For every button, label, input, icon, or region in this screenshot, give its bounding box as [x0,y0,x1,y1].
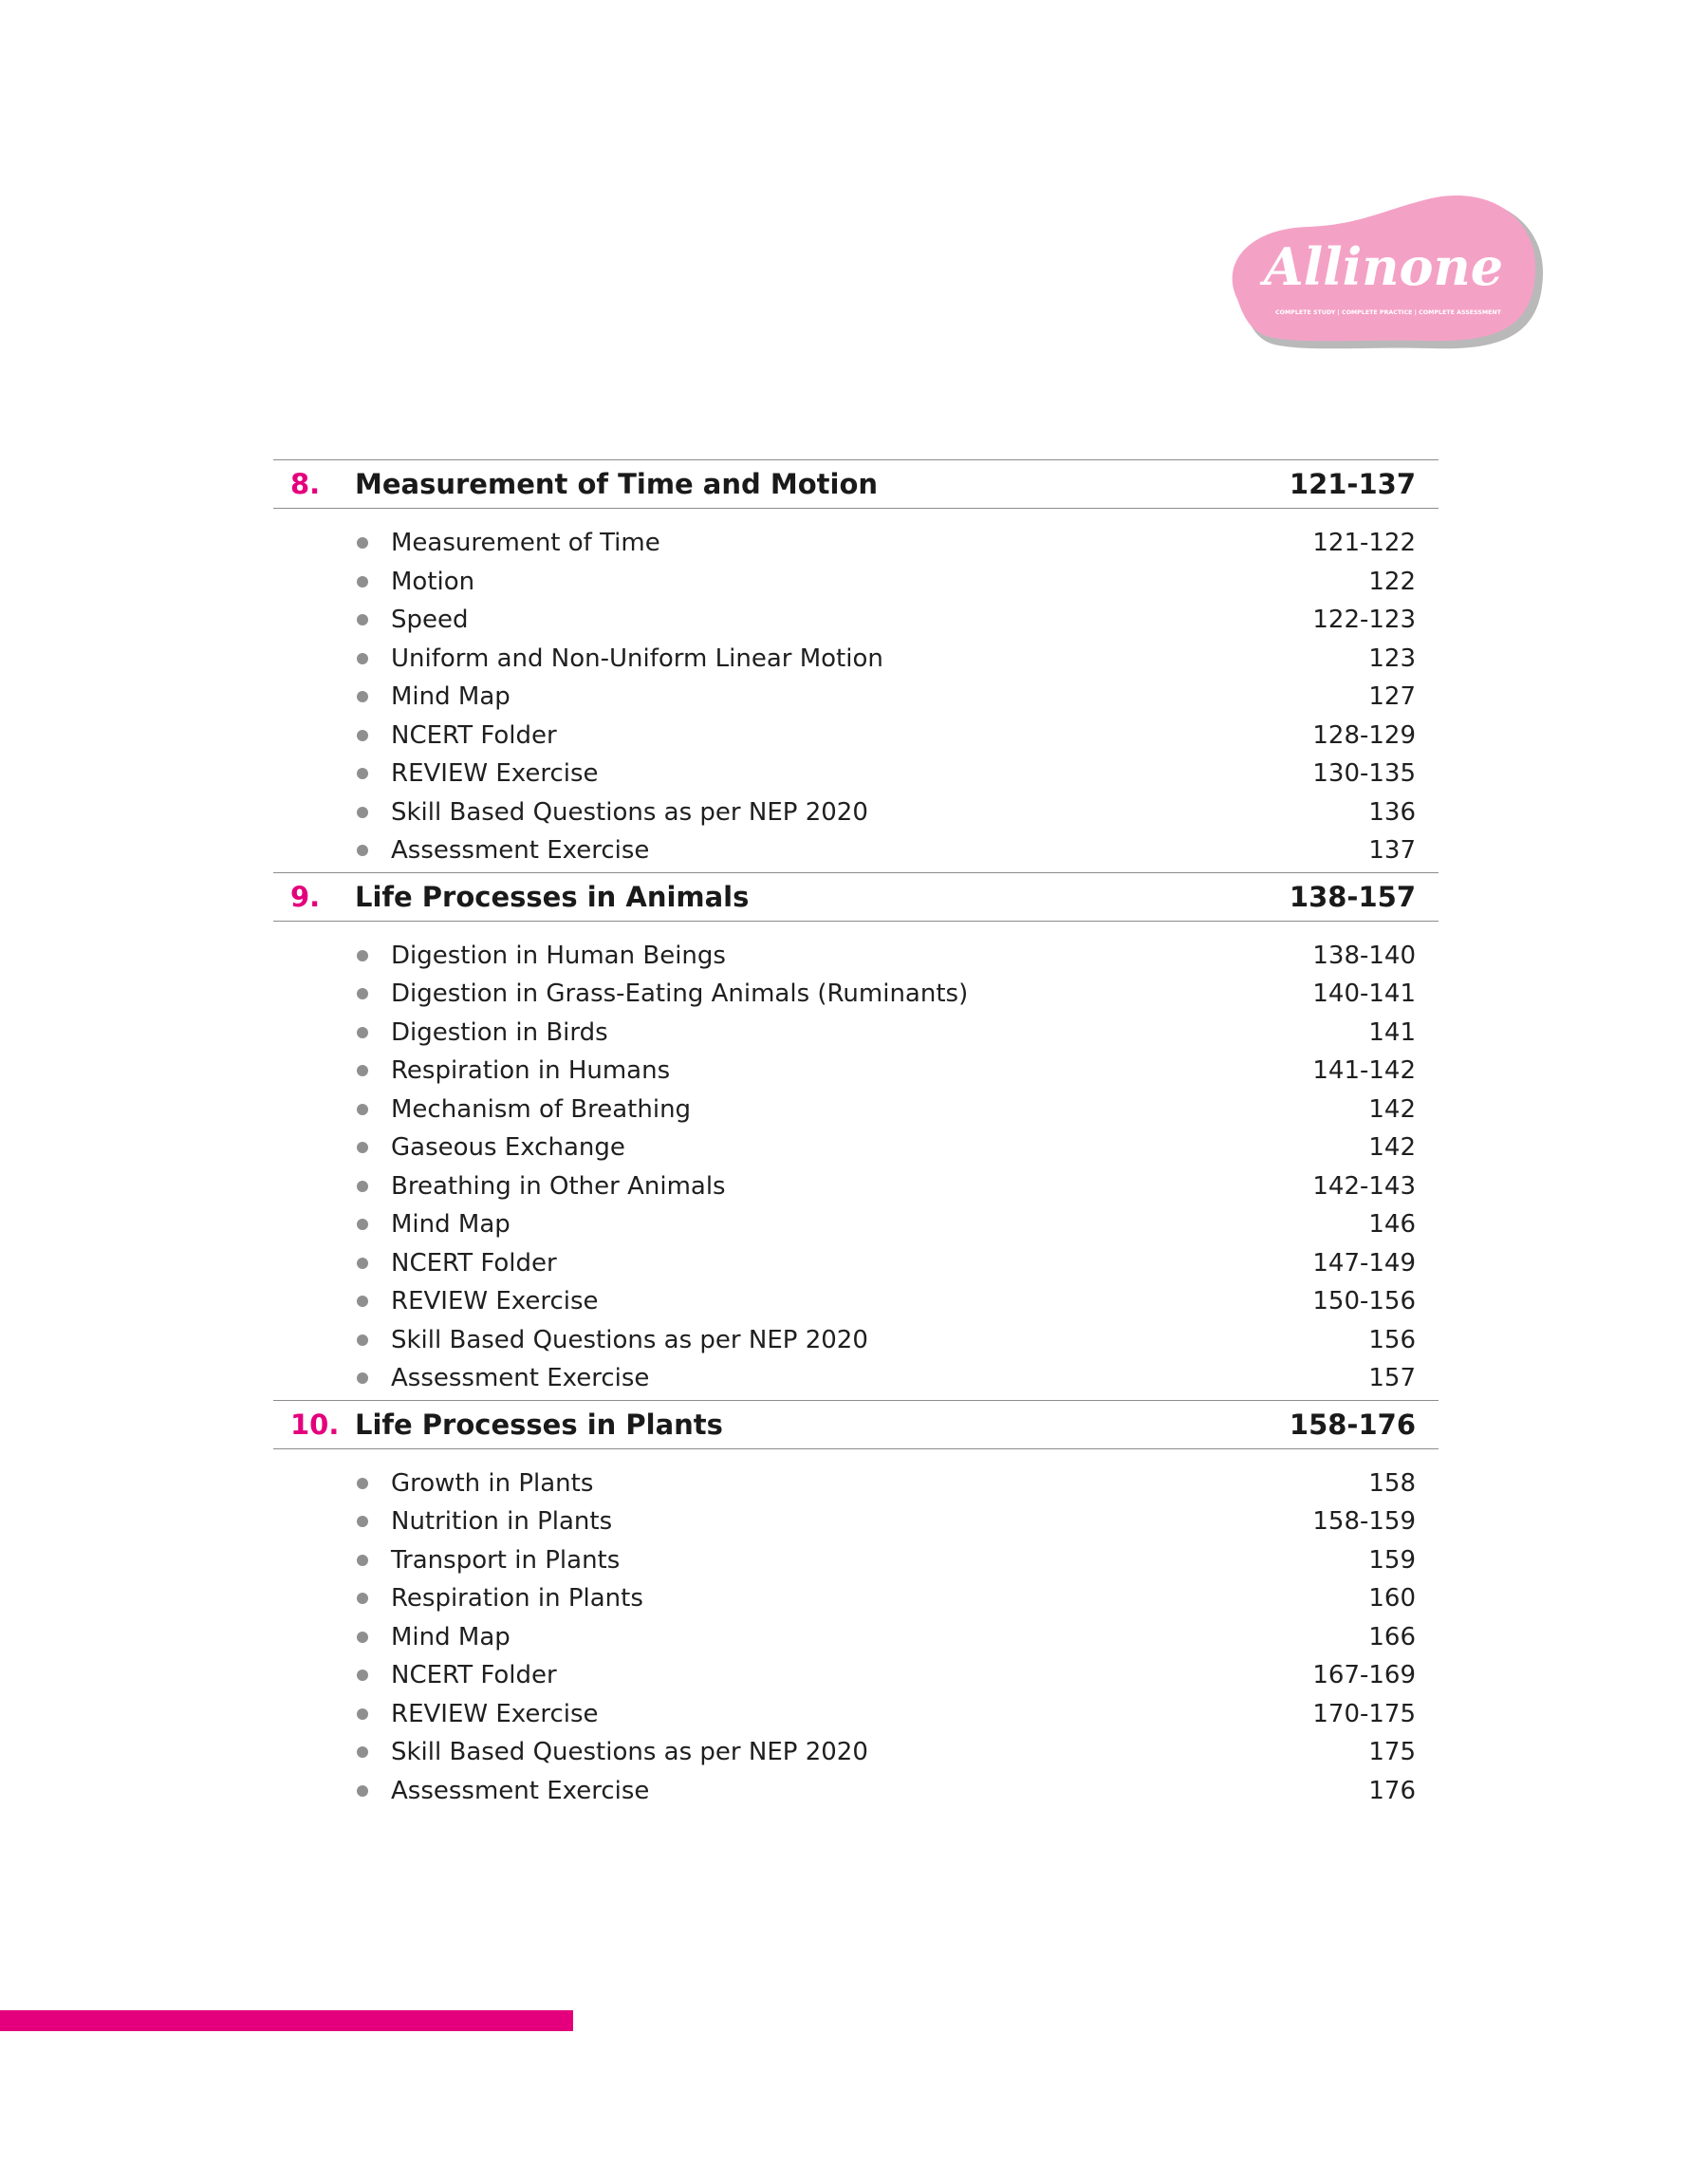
bullet-icon [357,1632,368,1643]
bullet-icon [357,1785,368,1797]
topic-pages: 121-122 [1312,529,1416,558]
topic-pages: 136 [1368,797,1416,827]
topic-pages: 140-141 [1312,980,1416,1009]
topic-row[interactable] [273,524,1439,563]
topic-label: Nutrition in Plants [391,1507,613,1537]
topic-pages: 175 [1368,1738,1416,1767]
chapter-title: Measurement of Time and Motion [355,468,879,500]
bullet-icon [357,1258,368,1269]
topic-label: Transport in Plants [391,1545,621,1575]
topic-label: Measurement of Time [391,529,660,558]
bullet-icon [357,1181,368,1192]
topic-label: Speed [391,606,469,635]
bullet-icon [357,1334,368,1346]
topic-pages: 146 [1368,1210,1416,1240]
bullet-icon [357,1555,368,1566]
logo-badge [1222,195,1550,356]
chapter-section [273,459,1439,872]
chapter-section [273,872,1439,1400]
topic-label: Assessment Exercise [391,1776,650,1805]
topic-pages: 159 [1368,1545,1416,1575]
topic-pages: 166 [1368,1622,1416,1651]
bullet-icon [357,768,368,779]
chapter-section [273,1400,1439,1813]
chapter-heading[interactable] [273,459,1439,509]
chapter-heading[interactable] [273,1400,1439,1449]
topic-pages: 170-175 [1312,1699,1416,1728]
chapter-pages: 138-157 [1289,880,1416,913]
chapter-pages: 158-176 [1289,1408,1416,1441]
topic-pages: 141-142 [1312,1056,1416,1086]
topic-row[interactable] [273,1282,1439,1321]
topic-label: REVIEW Exercise [391,759,599,789]
bullet-icon [357,1027,368,1038]
bullet-icon [357,1516,368,1527]
chapter-heading[interactable] [273,872,1439,922]
bullet-icon [357,691,368,702]
bullet-icon [357,1104,368,1115]
topic-pages: 157 [1368,1364,1416,1393]
topic-pages: 147-149 [1312,1248,1416,1278]
topic-pages: 138-140 [1312,941,1416,970]
topic-pages: 141 [1368,1017,1416,1047]
topic-row[interactable] [273,975,1439,1014]
topic-row[interactable] [273,1465,1439,1503]
topic-label: Assessment Exercise [391,1364,650,1393]
topic-row[interactable] [273,1733,1439,1772]
topic-row[interactable] [273,1091,1439,1129]
chapter-topic-list [273,1449,1439,1813]
chapter-topic-list [273,922,1439,1400]
topic-row[interactable] [273,755,1439,793]
topic-pages: 156 [1368,1325,1416,1354]
topic-pages: 176 [1368,1776,1416,1805]
chapter-topic-list [273,509,1439,872]
bullet-icon [357,537,368,549]
topic-pages: 142 [1368,1133,1416,1163]
topic-row[interactable] [273,1618,1439,1657]
topic-row[interactable] [273,678,1439,717]
chapter-number: 8. [290,468,321,500]
topic-pages: 167-169 [1312,1661,1416,1690]
topic-pages: 160 [1368,1584,1416,1614]
topic-pages: 142 [1368,1094,1416,1124]
topic-label: Mind Map [391,1210,511,1240]
topic-label: Respiration in Humans [391,1056,671,1086]
topic-label: REVIEW Exercise [391,1699,599,1728]
allinone-logo [1222,195,1550,356]
chapter-title: Life Processes in Plants [355,1408,723,1441]
bullet-icon [357,988,368,999]
topic-row[interactable] [273,1579,1439,1618]
topic-row[interactable] [273,1052,1439,1091]
topic-label: Gaseous Exchange [391,1133,625,1163]
topic-label: Assessment Exercise [391,836,650,866]
topic-pages: 128-129 [1312,720,1416,750]
topic-row[interactable] [273,1205,1439,1244]
bullet-icon [357,1372,368,1384]
topic-label: REVIEW Exercise [391,1287,599,1316]
topic-pages: 158 [1368,1468,1416,1498]
topic-label: Uniform and Non-Uniform Linear Motion [391,644,883,673]
topic-pages: 122-123 [1312,606,1416,635]
bullet-icon [357,614,368,625]
bullet-icon [357,1670,368,1681]
topic-label: Mind Map [391,682,511,712]
topic-label: Skill Based Questions as per NEP 2020 [391,797,868,827]
topic-row[interactable] [273,1167,1439,1206]
bullet-icon [357,1708,368,1720]
bullet-icon [357,950,368,961]
topic-pages: 137 [1368,836,1416,866]
bullet-icon [357,1142,368,1153]
topic-row[interactable] [273,640,1439,679]
topic-label: Mechanism of Breathing [391,1094,692,1124]
topic-label: Mind Map [391,1622,511,1651]
topic-row[interactable] [273,1695,1439,1734]
bullet-icon [357,1065,368,1076]
topic-row[interactable] [273,563,1439,602]
topic-row[interactable] [273,831,1439,870]
bullet-icon [357,576,368,588]
topic-row[interactable] [273,793,1439,832]
topic-row[interactable] [273,1502,1439,1541]
footer-accent-bar [0,2010,573,2031]
topic-label: Skill Based Questions as per NEP 2020 [391,1738,868,1767]
topic-pages: 150-156 [1312,1287,1416,1316]
topic-label: Digestion in Human Beings [391,941,726,970]
topic-pages: 122 [1368,567,1416,596]
topic-row[interactable] [273,1321,1439,1360]
topic-pages: 123 [1368,644,1416,673]
bullet-icon [357,730,368,741]
topic-pages: 158-159 [1312,1507,1416,1537]
topic-label: Breathing in Other Animals [391,1171,726,1201]
topic-row[interactable] [273,1772,1439,1811]
topic-label: Digestion in Birds [391,1017,608,1047]
topic-label: Motion [391,567,475,596]
topic-label: NCERT Folder [391,1661,557,1690]
bullet-icon [357,653,368,664]
bullet-icon [357,1219,368,1230]
topic-pages: 130-135 [1312,759,1416,789]
topic-row[interactable] [273,1244,1439,1283]
bullet-icon [357,1296,368,1307]
topic-row[interactable] [273,601,1439,640]
topic-pages: 142-143 [1312,1171,1416,1201]
bullet-icon [357,807,368,818]
chapter-title: Life Processes in Animals [355,880,750,913]
topic-label: Digestion in Grass-Eating Animals (Ruminants) [391,980,969,1009]
bullet-icon [357,1593,368,1604]
topic-row[interactable] [273,937,1439,976]
bullet-icon [357,845,368,856]
bullet-icon [357,1746,368,1758]
topic-row[interactable] [273,1014,1439,1053]
logo-tagline: COMPLETE STUDY | COMPLETE PRACTICE | COMPLETE ASSESSMENT [1275,309,1501,316]
logo-text: Allinone [1263,236,1504,297]
chapter-number: 9. [290,880,321,913]
chapter-number: 10. [290,1408,340,1441]
topic-row[interactable] [273,1129,1439,1167]
table-of-contents [273,459,1439,1812]
topic-label: Respiration in Plants [391,1584,643,1614]
topic-label: Skill Based Questions as per NEP 2020 [391,1325,868,1354]
topic-pages: 127 [1368,682,1416,712]
topic-row[interactable] [273,717,1439,756]
topic-label: NCERT Folder [391,720,557,750]
topic-label: Growth in Plants [391,1468,594,1498]
topic-row[interactable] [273,1656,1439,1695]
topic-label: NCERT Folder [391,1248,557,1278]
topic-row[interactable] [273,1359,1439,1398]
chapter-pages: 121-137 [1289,468,1416,500]
topic-row[interactable] [273,1541,1439,1580]
bullet-icon [357,1478,368,1489]
